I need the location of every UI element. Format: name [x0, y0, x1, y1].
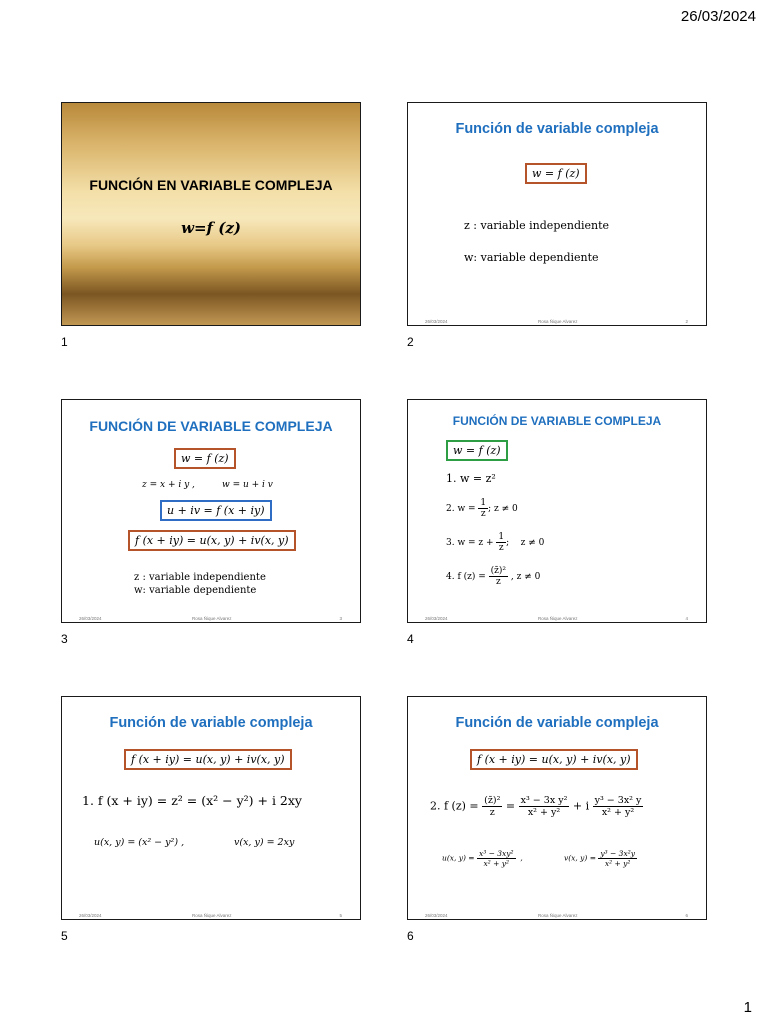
- frac-numerator: x³ − 3xy²: [478, 849, 514, 858]
- item-2-prefix: 2. w =: [446, 504, 479, 514]
- frac-numerator: (z̄)²: [490, 566, 507, 576]
- footer-date: 26/03/2024: [79, 913, 102, 918]
- slide-3-eq-w: w = u + i v: [222, 480, 273, 490]
- footer-author: Rosa Ñique Alvarez: [538, 616, 578, 621]
- slide-3-box-blue: u + iv = f (x + iy): [160, 500, 272, 521]
- eq2-fraction-1: [482, 795, 502, 818]
- slide-4-item-4: [446, 566, 540, 587]
- slide-2-line-1: z : variable independiente: [464, 219, 610, 232]
- footer-author: Rosa Ñique Alvarez: [538, 319, 578, 324]
- slide-label-4: 4: [407, 632, 414, 646]
- slide-label-2: 2: [407, 335, 414, 349]
- frac-denominator: x² + y²: [601, 807, 635, 818]
- slide-label-6: 6: [407, 929, 414, 943]
- item-3-condition: z ≠ 0: [520, 538, 545, 548]
- slide-2-title: Función de variable compleja: [455, 121, 659, 137]
- slide-6-box-red: f (x + iy) = u(x, y) + iv(x, y): [470, 749, 638, 770]
- slide-5-eq-u: u(x, y) = (x² − y²) ,: [94, 837, 185, 848]
- item-4-condition: , z ≠ 0: [510, 572, 541, 582]
- slide-5-title: Función de variable compleja: [109, 715, 313, 731]
- slide-6-eq-v: [564, 849, 637, 868]
- eq2-plus-i: + i: [572, 799, 590, 813]
- slide-1-subtitle: w=f (z): [181, 219, 241, 237]
- eq2-fraction-3: [593, 795, 644, 818]
- slide-label-1: 1: [61, 335, 68, 349]
- slide-label-3: 3: [61, 632, 68, 646]
- footer-author: Rosa Ñique Alvarez: [192, 616, 232, 621]
- item-3-semicolon: ;: [506, 538, 510, 548]
- item-2-fraction: [478, 498, 488, 519]
- eq2-prefix: 2. f (z) =: [430, 799, 483, 813]
- frac-numerator: y³ − 3x² y: [594, 795, 642, 806]
- slide-5-box-red: f (x + iy) = u(x, y) + iv(x, y): [124, 749, 292, 770]
- frac-denominator: z: [495, 577, 501, 587]
- footer-slide-number: 2: [685, 319, 688, 324]
- frac-numerator: 1: [498, 532, 505, 542]
- slide-3: [61, 399, 361, 623]
- item-4-prefix: 4. f (z) =: [446, 572, 489, 582]
- frac-denominator: z: [489, 807, 495, 818]
- footer-slide-number: 3: [339, 616, 342, 621]
- slide-4-item-2: [446, 498, 518, 519]
- item-2-condition: ; z ≠ 0: [488, 504, 518, 514]
- slide-2-boxed-eq: w = f (z): [525, 163, 587, 184]
- header-date: 26/03/2024: [680, 8, 756, 25]
- frac-denominator: x² + y²: [527, 807, 561, 818]
- footer-slide-number: 4: [685, 616, 688, 621]
- item-3-fraction: [496, 532, 506, 553]
- slide-5: [61, 696, 361, 920]
- slide-2: [407, 102, 707, 326]
- slide-6: [407, 696, 707, 920]
- frac-denominator: x² + y²: [483, 859, 510, 868]
- footer-slide-number: 6: [685, 913, 688, 918]
- footer-date: 26/03/2024: [425, 319, 448, 324]
- slide-4-boxed-eq: w = f (z): [446, 440, 508, 461]
- slide-4-title: FUNCIÓN DE VARIABLE COMPLEJA: [452, 414, 662, 428]
- footer-author: Rosa Ñique Alvarez: [192, 913, 232, 918]
- eq-u-prefix: u(x, y) =: [442, 853, 477, 863]
- footer-date: 26/03/2024: [425, 913, 448, 918]
- slide-3-line-1: z : variable independiente: [134, 572, 266, 583]
- slide-4: [407, 399, 707, 623]
- frac-numerator: y³ − 3x²y: [600, 849, 635, 858]
- slide-4-item-1: 1. w = z²: [446, 472, 496, 485]
- eq-v-fraction: [598, 849, 637, 868]
- slide-1: [61, 102, 361, 326]
- page-number: 1: [743, 999, 752, 1016]
- slide-5-eq-1: 1. f (x + iy) = z² = (x² − y²) + i 2xy: [82, 793, 302, 808]
- slide-2-line-2: w: variable dependiente: [464, 251, 599, 264]
- frac-numerator: x³ − 3x y²: [520, 795, 568, 806]
- slide-label-5: 5: [61, 929, 68, 943]
- frac-numerator: 1: [480, 498, 487, 508]
- footer-author: Rosa Ñique Alvarez: [538, 913, 578, 918]
- slide-5-eq-v: v(x, y) = 2xy: [234, 837, 295, 848]
- slide-3-box-red: f (x + iy) = u(x, y) + iv(x, y): [128, 530, 296, 551]
- frac-denominator: x² + y²: [604, 859, 631, 868]
- slide-3-title: FUNCIÓN DE VARIABLE COMPLEJA: [89, 418, 333, 434]
- frac-denominator: z: [480, 509, 486, 519]
- slide-6-eq-u: [442, 849, 523, 868]
- slide-4-item-3: [446, 532, 544, 553]
- eq2-equals: =: [505, 799, 516, 813]
- frac-numerator: (z̄)²: [484, 795, 501, 806]
- footer-date: 26/03/2024: [79, 616, 102, 621]
- eq-u-fraction: [477, 849, 516, 868]
- footer-slide-number: 5: [339, 913, 342, 918]
- slide-6-eq-2: [430, 795, 643, 818]
- frac-denominator: z: [498, 543, 504, 553]
- eq2-fraction-2: [519, 795, 570, 818]
- slide-3-line-2: w: variable dependiente: [134, 585, 257, 596]
- slide-1-title: FUNCIÓN EN VARIABLE COMPLEJA: [89, 177, 333, 193]
- eq-u-comma: ,: [520, 853, 523, 863]
- eq-v-prefix: v(x, y) =: [564, 853, 599, 863]
- slide-3-eq-z: z = x + i y ,: [142, 480, 195, 490]
- item-4-fraction: [489, 566, 508, 587]
- slide-3-boxed-eq: w = f (z): [174, 448, 236, 469]
- slide-6-title: Función de variable compleja: [455, 715, 659, 731]
- item-3-prefix: 3. w = z +: [446, 538, 497, 548]
- footer-date: 26/03/2024: [425, 616, 448, 621]
